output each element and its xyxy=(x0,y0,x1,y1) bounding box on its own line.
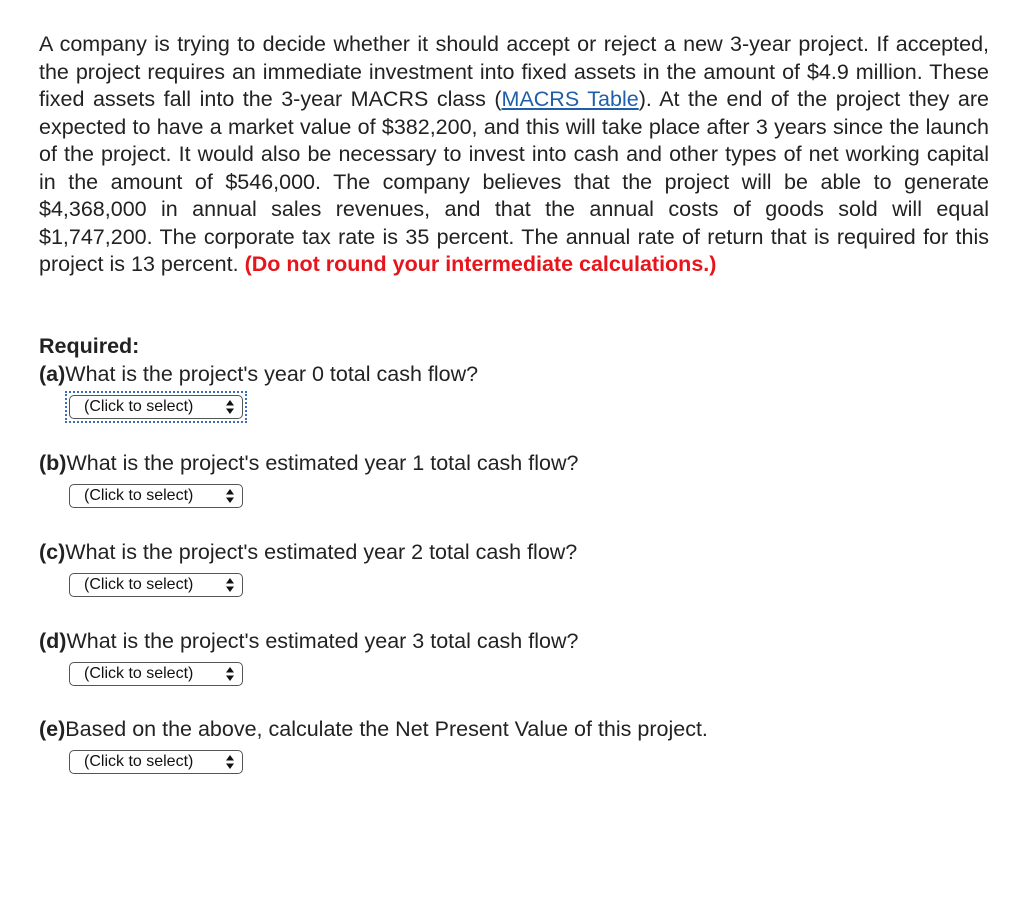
question-a-select-value: (Click to select) xyxy=(84,398,194,415)
up-down-arrows-icon xyxy=(226,755,234,769)
question-b-text: What is the project's estimated year 1 total cash flow? xyxy=(66,451,579,475)
up-down-arrows-icon xyxy=(226,400,234,414)
question-a-select-focus-ring xyxy=(65,391,247,423)
question-d-text: What is the project's estimated year 3 total cash flow? xyxy=(66,629,579,653)
problem-text-end: ). At the end of the project they are expected to have a market value of $382,200, and this will take place after 3 years since the launch of the project. It would also be necessary to invest into cash and other types of net working capital in the amount of $546,000. The company believes that the project will be able to generate $4,368,000 in annual sales revenues, and that the annual costs of goods sold will equal $1,747,200. The corporate tax rate is 35 percent. The annual rate of return that is required for this project is 13 percent. xyxy=(39,87,990,276)
up-down-arrows-icon xyxy=(226,578,234,592)
question-c-letter: (c) xyxy=(39,540,66,564)
question-b-select-wrapper xyxy=(65,480,247,512)
question-d-select-wrapper xyxy=(65,658,247,690)
question-b-answer-select[interactable] xyxy=(69,484,243,508)
question-c-select-wrapper xyxy=(65,569,247,601)
question-b-select-value: (Click to select) xyxy=(84,487,194,504)
problem-text-start: A company is trying to decide whether it should accept or reject a new 3-year project. If accepted, the project requires an immediate investment into fixed assets in the amount of $4.9 million. These fixed assets fall into the 3-year MACRS class ( xyxy=(39,32,989,111)
question-d xyxy=(39,628,578,654)
question-c-select-value: (Click to select) xyxy=(84,576,194,593)
rounding-warning: (Do not round your intermediate calculations.) xyxy=(244,252,717,276)
required-heading: Required: xyxy=(39,334,140,358)
question-e xyxy=(39,716,708,742)
macrs-table-link[interactable]: MACRS Table xyxy=(501,87,639,111)
question-e-letter: (e) xyxy=(39,717,66,741)
question-c-answer-select[interactable] xyxy=(69,573,243,597)
question-a-answer-select[interactable] xyxy=(69,395,243,419)
question-c-text: What is the project's estimated year 2 total cash flow? xyxy=(65,540,578,564)
question-a-text: What is the project's year 0 total cash flow? xyxy=(65,362,479,386)
question-a xyxy=(39,361,478,387)
question-e-select-value: (Click to select) xyxy=(84,753,194,770)
question-c xyxy=(39,539,577,565)
problem-statement xyxy=(39,31,989,279)
up-down-arrows-icon xyxy=(226,489,234,503)
up-down-arrows-icon xyxy=(226,667,234,681)
question-a-letter: (a) xyxy=(39,362,66,386)
question-b-letter: (b) xyxy=(39,451,67,475)
question-e-select-wrapper xyxy=(65,746,247,778)
question-e-answer-select[interactable] xyxy=(69,750,243,774)
question-e-text: Based on the above, calculate the Net Present Value of this project. xyxy=(65,717,708,741)
question-d-letter: (d) xyxy=(39,629,67,653)
question-d-select-value: (Click to select) xyxy=(84,665,194,682)
question-b xyxy=(39,450,578,476)
question-d-answer-select[interactable] xyxy=(69,662,243,686)
